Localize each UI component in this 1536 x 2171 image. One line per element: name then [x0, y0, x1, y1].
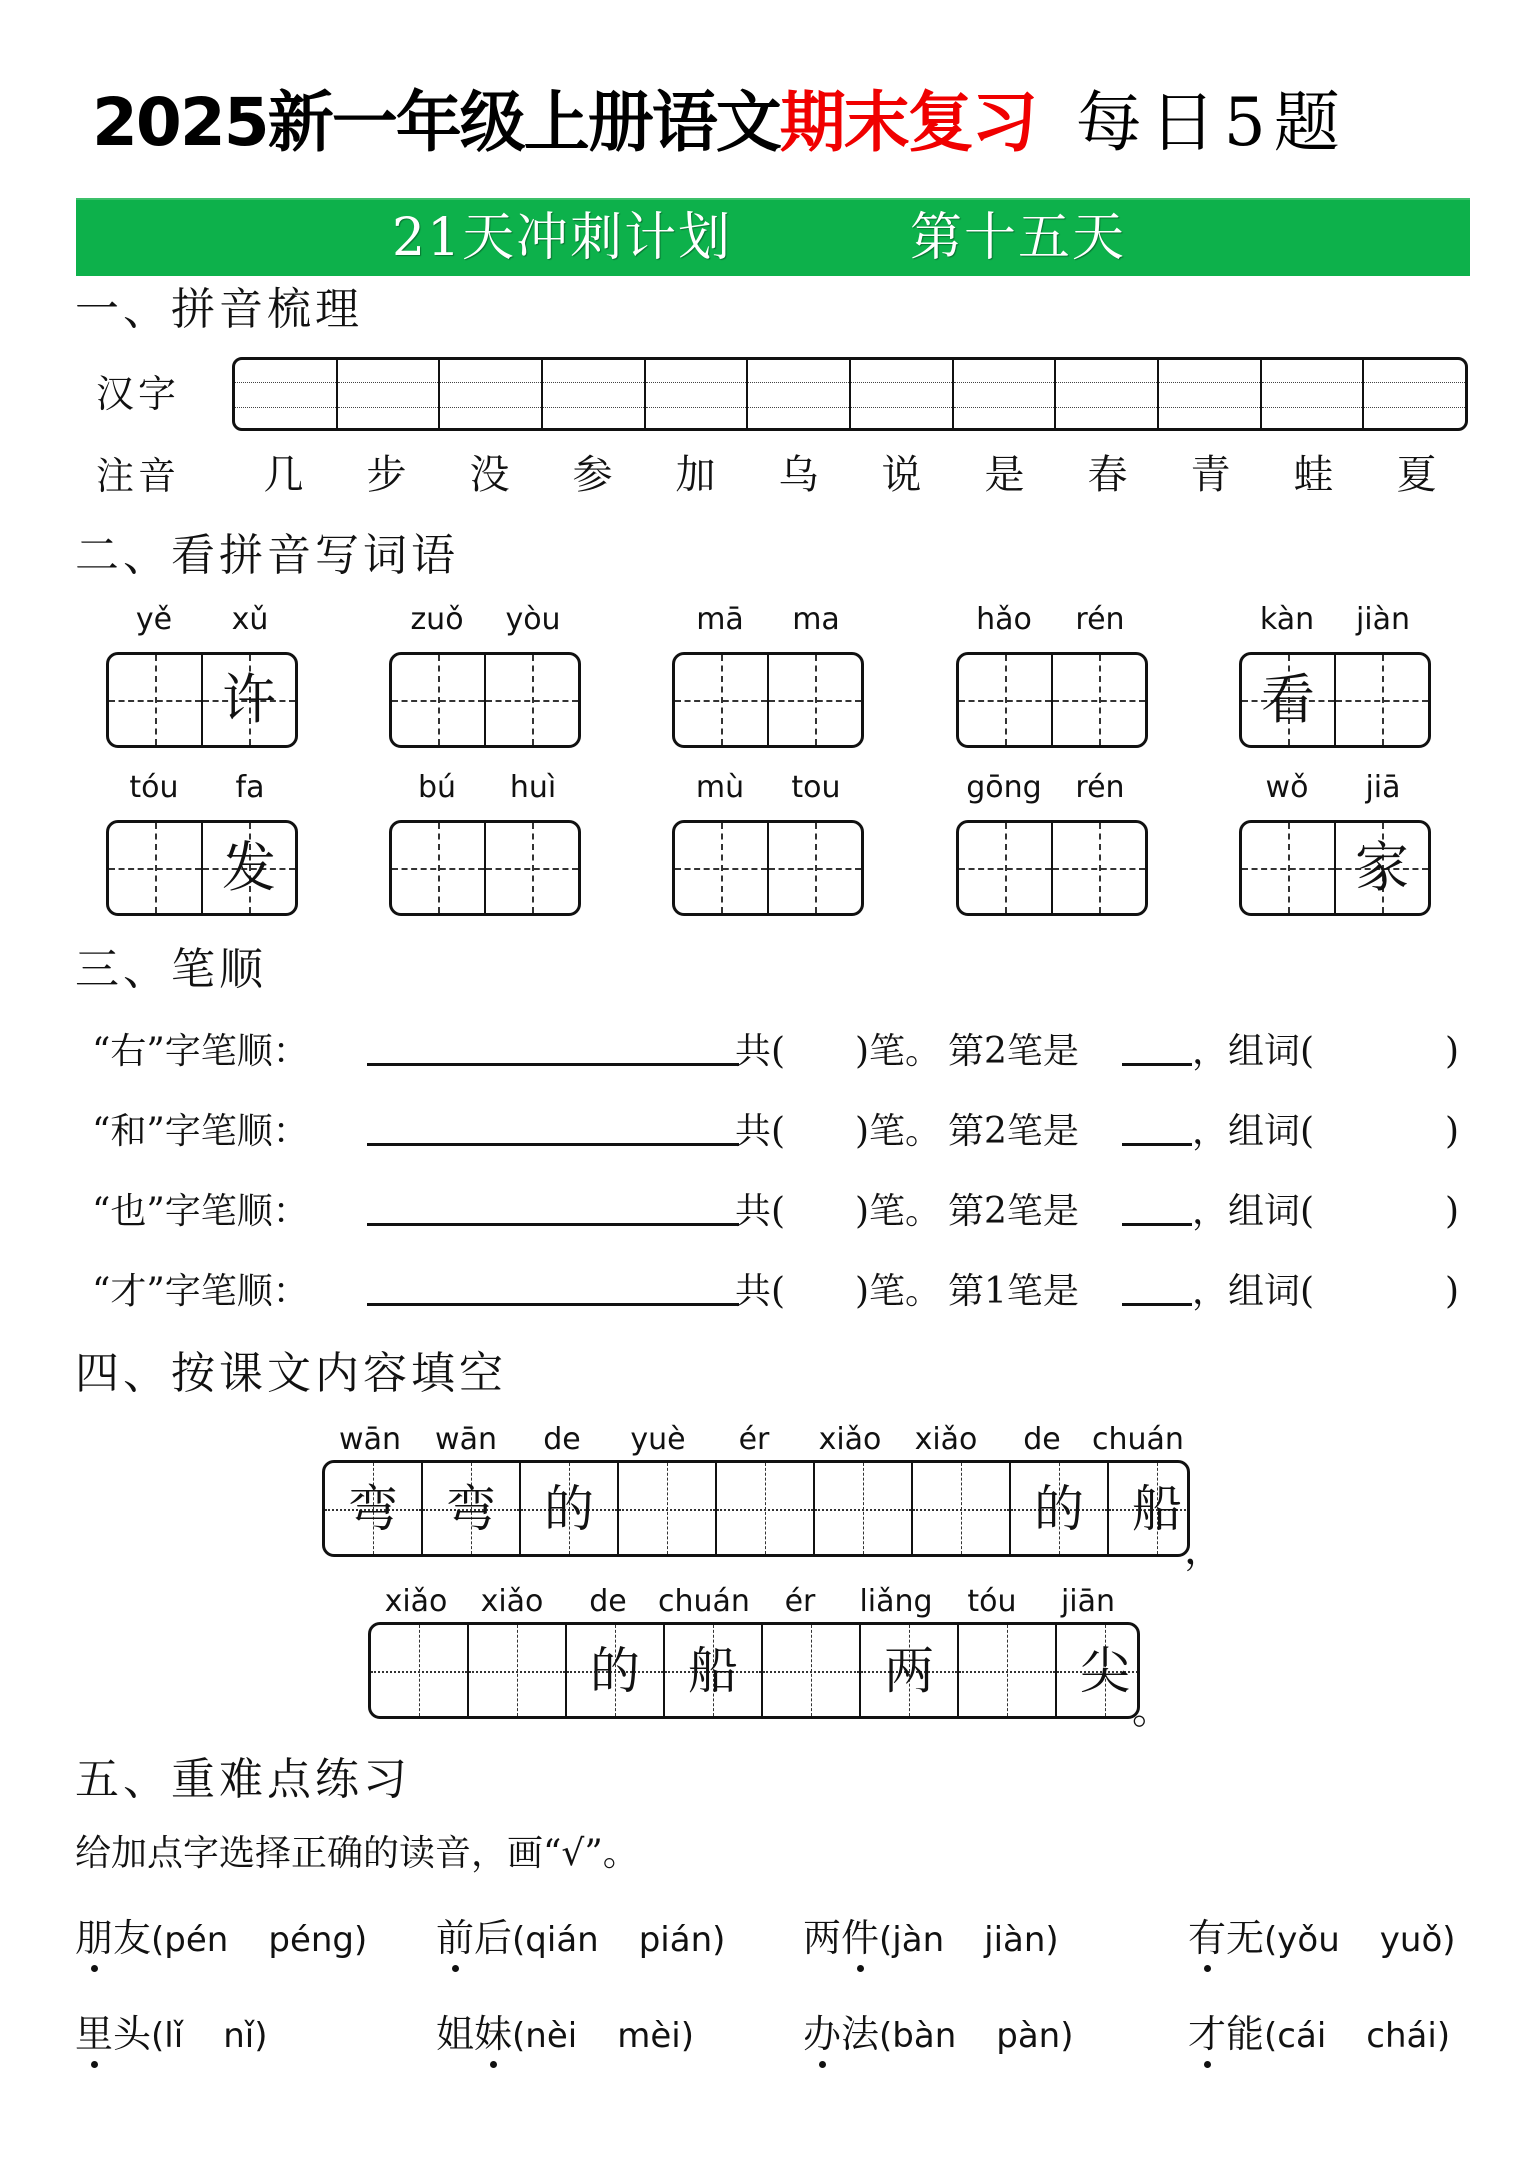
sentence-cell[interactable]	[663, 1625, 761, 1716]
plan-banner	[76, 198, 1470, 276]
compose-word-close: )	[1445, 1111, 1460, 1152]
pinyin-option[interactable]: yǒu	[1277, 1920, 1340, 1960]
sentence-cell[interactable]	[617, 1463, 715, 1554]
given-character: 许	[222, 668, 276, 731]
nth-stroke-label: 第2笔是	[948, 1111, 1079, 1152]
stroke-count-input[interactable]	[782, 1104, 852, 1154]
character: 头	[113, 2012, 152, 2056]
stroke-count-label: 共(	[735, 1031, 786, 1072]
stroke-count-input[interactable]	[782, 1184, 852, 1234]
pinyin-answer-cell[interactable]	[1364, 360, 1465, 428]
pinyin-syllable: wān	[339, 1422, 401, 1457]
pinyin-syllable: xiǎo	[480, 1584, 544, 1619]
pinyin-option[interactable]: cái	[1277, 2016, 1327, 2056]
stroke-count-close: )笔。	[855, 1271, 942, 1312]
character-writing-cell[interactable]	[1334, 655, 1428, 745]
pinyin-syllable: chuán	[1092, 1422, 1184, 1457]
given-character: 尖	[1080, 1642, 1130, 1700]
pronunciation-item: 办法(bàn pàn)	[803, 2008, 1074, 2062]
pinyin-syllable: wān	[435, 1422, 497, 1457]
given-character: 是	[984, 452, 1025, 498]
dotted-character: 妹	[474, 2008, 512, 2060]
given-character: 春	[1087, 452, 1128, 498]
given-character	[392, 823, 484, 913]
nth-stroke-label: 第2笔是	[948, 1031, 1079, 1072]
dotted-character: 有	[1188, 1912, 1226, 1964]
character: 后	[474, 1916, 513, 1960]
pinyin-syllable: tóu	[129, 770, 179, 805]
pinyin-option[interactable]: yuǒ	[1379, 1920, 1443, 1960]
pronunciation-item: 前后(qián pián)	[436, 1912, 725, 1966]
pinyin-syllable: mù	[695, 770, 745, 805]
tian-zi-grid	[956, 652, 1148, 748]
given-character	[1242, 823, 1334, 913]
character-writing-cell[interactable]	[767, 823, 861, 913]
pinyin-answer-cell[interactable]	[338, 360, 441, 428]
sentence1-grid	[322, 1460, 1190, 1557]
word-item	[672, 768, 864, 808]
pinyin-syllable: xiǎo	[914, 1422, 978, 1457]
stroke-count-close: )笔。	[855, 1031, 942, 1072]
given-character	[486, 655, 578, 745]
pinyin-syllable: jiān	[1060, 1584, 1116, 1619]
stroke-order-row	[92, 1104, 1492, 1160]
sentence-cell[interactable]	[957, 1625, 1055, 1716]
stroke-count-label: 共(	[735, 1271, 786, 1312]
pronunciation-item: 有无(yǒu yuǒ)	[1188, 1912, 1456, 1966]
character-writing-cell[interactable]	[959, 655, 1051, 745]
pronunciation-item: 里头(lǐ nǐ)	[75, 2008, 267, 2062]
character-writing-cell[interactable]	[1051, 655, 1145, 745]
word	[75, 1912, 151, 1964]
sentence-cell[interactable]	[859, 1625, 957, 1716]
sentence-cell[interactable]	[1107, 1463, 1190, 1554]
given-character	[469, 1625, 565, 1716]
given-character	[959, 1625, 1055, 1716]
given-character: 的	[1034, 1480, 1084, 1538]
pinyin-option[interactable]: mèi	[617, 2016, 681, 2056]
given-character: 弯	[446, 1480, 496, 1538]
banner-day: 第十五天	[910, 208, 1127, 268]
section1-heading: 一、拼音梳理	[75, 284, 363, 335]
pinyin-syllable: xǔ	[231, 602, 269, 637]
word	[803, 1912, 879, 1964]
word-pinyin	[672, 600, 864, 640]
pinyin-syllable: de	[543, 1422, 581, 1457]
zhuyin-row-label: 注音	[96, 454, 181, 498]
nth-stroke-blank[interactable]	[1122, 1143, 1192, 1146]
pinyin-syllable: rén	[1075, 770, 1125, 805]
sentence-cell[interactable]	[519, 1463, 617, 1554]
compose-word-close: )	[1445, 1031, 1460, 1072]
given-character: 青	[1190, 452, 1231, 498]
character-writing-cell[interactable]	[392, 823, 484, 913]
pinyin-syllable: rén	[1075, 602, 1125, 637]
given-character	[769, 823, 861, 913]
word-item	[389, 600, 581, 640]
word	[75, 2008, 151, 2060]
given-character: 几	[263, 452, 304, 498]
word-item	[956, 768, 1148, 808]
pinyin-syllable: de	[589, 1584, 627, 1619]
sentence-cell[interactable]	[1009, 1463, 1107, 1554]
character-writing-cell[interactable]	[484, 655, 578, 745]
word-pinyin	[1239, 768, 1431, 808]
character: 姐	[436, 2012, 475, 2056]
word-item	[672, 600, 864, 640]
word-item	[1239, 600, 1431, 731]
character-writing-cell[interactable]	[392, 655, 484, 745]
banner-plan: 21天冲刺计划	[392, 208, 733, 268]
given-character: 夏	[1396, 452, 1437, 498]
given-character	[815, 1463, 911, 1554]
section2-heading: 二、看拼音写词语	[75, 530, 459, 581]
pinyin-syllable: fa	[235, 770, 265, 805]
word-pinyin	[389, 600, 581, 640]
pinyin-syllable: xiǎo	[384, 1584, 448, 1619]
pinyin-answer-cell[interactable]	[1262, 360, 1365, 428]
pinyin-syllable: ér	[784, 1584, 816, 1619]
character-writing-cell[interactable]	[1334, 823, 1428, 913]
given-character: 的	[590, 1642, 640, 1700]
pinyin-syllable: yě	[135, 602, 173, 637]
pronunciation-item: 才能(cái chái)	[1188, 2008, 1450, 2062]
pinyin-syllable: ma	[792, 602, 840, 637]
title-highlight: 期末复习	[779, 84, 1036, 161]
stroke-count-input[interactable]	[782, 1024, 852, 1074]
stroke-order-blank[interactable]	[367, 1143, 739, 1146]
given-character: 船	[1132, 1480, 1182, 1538]
stroke-order-blank[interactable]	[367, 1223, 739, 1226]
word-item	[956, 600, 1148, 640]
dotted-character: 前	[436, 1912, 474, 1964]
given-character	[619, 1463, 715, 1554]
given-character	[109, 823, 201, 913]
character-writing-cell[interactable]	[201, 823, 295, 913]
tian-zi-grid	[672, 652, 864, 748]
pinyin-answer-cell[interactable]	[1159, 360, 1262, 428]
stroke-count-label: 共(	[735, 1111, 786, 1152]
stroke-count-label: 共(	[735, 1191, 786, 1232]
given-character	[109, 655, 201, 745]
given-character	[675, 823, 767, 913]
pronunciation-item: 朋友(pén péng)	[75, 1912, 367, 1966]
pinyin-syllable: huì	[509, 770, 557, 805]
pinyin-answer-cell[interactable]	[954, 360, 1057, 428]
given-character	[1053, 823, 1145, 913]
pinyin-syllable: liǎng	[859, 1584, 933, 1619]
word-pinyin	[672, 768, 864, 808]
given-character	[913, 1463, 1009, 1554]
character-writing-cell[interactable]	[959, 823, 1051, 913]
sentence1-punctuation: ，	[1184, 1527, 1224, 1573]
pinyin-syllable: jiàn	[1355, 602, 1411, 637]
stroke-order-row	[92, 1024, 1492, 1080]
compose-word-label: ，组词(	[1192, 1111, 1315, 1152]
pinyin-syllable: de	[1023, 1422, 1061, 1457]
stroke-char-label: “也”字笔顺：	[92, 1191, 309, 1232]
stroke-order-blank[interactable]	[367, 1063, 739, 1066]
word-item	[1239, 768, 1431, 899]
pinyin-syllable: zuǒ	[410, 602, 464, 637]
pinyin-option[interactable]: péng	[268, 1920, 354, 1960]
pinyin-option[interactable]: pàn	[996, 2016, 1061, 2056]
given-character	[371, 1625, 467, 1716]
sentence-cell[interactable]	[813, 1463, 911, 1554]
sentence-cell[interactable]	[325, 1463, 421, 1554]
given-character	[717, 1463, 813, 1554]
nth-stroke-blank[interactable]	[1122, 1223, 1192, 1226]
given-character: 家	[1355, 836, 1409, 899]
given-character	[1336, 655, 1428, 745]
pinyin-option[interactable]: lǐ	[164, 2016, 184, 2056]
word	[1188, 1912, 1264, 1964]
word	[436, 1912, 512, 1964]
sentence-cell[interactable]	[421, 1463, 519, 1554]
dotted-character: 朋	[75, 1912, 113, 1964]
given-character: 说	[881, 452, 922, 498]
character: 两	[803, 1916, 842, 1960]
pinyin-syllable: yuè	[630, 1422, 686, 1457]
dotted-character: 才	[1188, 2008, 1226, 2060]
tian-zi-grid	[1239, 652, 1431, 748]
pinyin-answer-cell[interactable]	[1056, 360, 1159, 428]
word-pinyin	[106, 768, 298, 808]
character-writing-cell[interactable]	[201, 655, 295, 745]
sentence-cell[interactable]	[371, 1625, 467, 1716]
pinyin-option[interactable]: pián	[638, 1920, 713, 1960]
pinyin-syllable: tóu	[967, 1584, 1017, 1619]
pinyin-syllable: kàn	[1259, 602, 1315, 637]
word	[803, 2008, 879, 2060]
word-pinyin	[1239, 600, 1431, 640]
word-pinyin	[389, 768, 581, 808]
pinyin-writing-table	[232, 357, 1468, 431]
stroke-order-blank[interactable]	[367, 1303, 739, 1306]
tian-zi-grid	[389, 652, 581, 748]
given-character	[959, 823, 1051, 913]
given-character: 参	[572, 452, 613, 498]
pinyin-option[interactable]: qián	[525, 1920, 599, 1960]
worksheet-title	[92, 78, 1348, 168]
tian-zi-grid	[672, 820, 864, 916]
section5-heading: 五、重难点练习	[75, 1754, 411, 1805]
sentence2-pinyin	[368, 1582, 1136, 1622]
character-writing-cell[interactable]	[484, 823, 578, 913]
pinyin-syllable: yòu	[505, 602, 561, 637]
pinyin-answer-cell[interactable]	[543, 360, 646, 428]
pinyin-option[interactable]: jàn	[892, 1920, 945, 1960]
instruction-text: 给加点字选择正确的读音，画“√”。	[75, 1833, 639, 1874]
sentence-cell[interactable]	[911, 1463, 1009, 1554]
word	[1188, 2008, 1264, 2060]
given-character: 发	[222, 836, 276, 899]
tian-zi-grid	[1239, 820, 1431, 916]
pinyin-answer-cell[interactable]	[851, 360, 954, 428]
sentence-cell[interactable]	[761, 1625, 859, 1716]
character-writing-cell[interactable]	[767, 655, 861, 745]
title-main: 2025新一年级上册语文	[92, 84, 780, 161]
given-character	[769, 655, 861, 745]
nth-stroke-blank[interactable]	[1122, 1303, 1192, 1306]
character-writing-cell[interactable]	[1051, 823, 1145, 913]
pronunciation-item: 两件(jàn jiàn)	[803, 1912, 1059, 1966]
compose-word-close: )	[1445, 1271, 1460, 1312]
pinyin-answer-cell[interactable]	[235, 360, 338, 428]
stroke-count-close: )笔。	[855, 1111, 942, 1152]
stroke-char-label: “和”字笔顺：	[92, 1111, 309, 1152]
pinyin-answer-cell[interactable]	[440, 360, 543, 428]
given-character	[486, 823, 578, 913]
compose-word-input[interactable]	[1322, 1264, 1442, 1314]
pinyin-answer-cell[interactable]	[748, 360, 851, 428]
tian-zi-grid	[106, 820, 298, 916]
word-pinyin	[956, 768, 1148, 808]
given-character	[959, 655, 1051, 745]
stroke-order-row	[92, 1264, 1492, 1320]
pinyin-option[interactable]: pén	[164, 1920, 229, 1960]
title-suffix: 每日5题	[1075, 84, 1348, 161]
pinyin-syllable: gōng	[966, 770, 1042, 805]
sentence-cell[interactable]	[1055, 1625, 1140, 1716]
pinyin-syllable: chuán	[658, 1584, 750, 1619]
word-pinyin	[956, 600, 1148, 640]
stroke-char-label: “才”字笔顺：	[92, 1271, 309, 1312]
compose-word-input[interactable]	[1322, 1104, 1442, 1154]
compose-word-input[interactable]	[1322, 1024, 1442, 1074]
character-writing-cell[interactable]	[109, 655, 201, 745]
sentence-cell[interactable]	[565, 1625, 663, 1716]
word-item	[106, 600, 298, 731]
sentence2-grid	[368, 1622, 1140, 1719]
stroke-count-input[interactable]	[782, 1264, 852, 1314]
given-character: 步	[366, 452, 407, 498]
pinyin-syllable: wǒ	[1265, 770, 1309, 805]
pinyin-option[interactable]: bàn	[892, 2016, 957, 2056]
stroke-char-label: “右”字笔顺：	[92, 1031, 309, 1072]
dotted-character: 件	[841, 1912, 879, 1964]
given-character	[763, 1625, 859, 1716]
stroke-count-close: )笔。	[855, 1191, 942, 1232]
pinyin-syllable: mā	[696, 602, 744, 637]
pinyin-syllable: bú	[417, 770, 457, 805]
given-characters-row	[232, 448, 1468, 502]
pinyin-syllable: jiā	[1365, 770, 1401, 805]
character-writing-cell[interactable]	[109, 823, 201, 913]
compose-word-label: ，组词(	[1192, 1191, 1315, 1232]
given-character	[1053, 655, 1145, 745]
character: 法	[841, 2012, 880, 2056]
word-pinyin	[106, 600, 298, 640]
pinyin-option[interactable]: chái	[1366, 2016, 1437, 2056]
section4-heading: 四、按课文内容填空	[75, 1348, 507, 1399]
given-character: 弯	[348, 1480, 398, 1538]
pinyin-option[interactable]: jiàn	[984, 1920, 1046, 1960]
character-writing-cell[interactable]	[1242, 823, 1334, 913]
given-character	[392, 655, 484, 745]
pronunciation-item: 姐妹(nèi mèi)	[436, 2008, 694, 2062]
character-writing-cell[interactable]	[1242, 655, 1334, 745]
pinyin-syllable: tou	[791, 770, 841, 805]
nth-stroke-label: 第1笔是	[948, 1271, 1079, 1312]
pinyin-syllable: ér	[738, 1422, 770, 1457]
tian-zi-grid	[956, 820, 1148, 916]
sentence2-punctuation: 。	[1132, 1687, 1172, 1733]
given-character: 的	[544, 1480, 594, 1538]
tian-zi-grid	[389, 820, 581, 916]
word	[436, 2008, 512, 2060]
sentence-cell[interactable]	[715, 1463, 813, 1554]
given-character: 加	[675, 452, 716, 498]
nth-stroke-blank[interactable]	[1122, 1063, 1192, 1066]
compose-word-label: ，组词(	[1192, 1271, 1315, 1312]
stroke-order-row	[92, 1184, 1492, 1240]
hanzi-row-label: 汉字	[96, 372, 181, 416]
character: 无	[1226, 1916, 1265, 1960]
given-character	[675, 655, 767, 745]
given-character: 没	[469, 452, 510, 498]
character-writing-cell[interactable]	[675, 655, 767, 745]
pinyin-option[interactable]: nǐ	[223, 2016, 255, 2056]
dotted-character: 里	[75, 2008, 113, 2060]
sentence1-pinyin	[322, 1420, 1186, 1460]
compose-word-close: )	[1445, 1191, 1460, 1232]
given-character: 船	[688, 1642, 738, 1700]
dotted-character: 办	[803, 2008, 841, 2060]
character: 友	[113, 1916, 152, 1960]
character-writing-cell[interactable]	[675, 823, 767, 913]
compose-word-label: ，组词(	[1192, 1031, 1315, 1072]
character: 能	[1226, 2012, 1265, 2056]
given-character: 看	[1261, 668, 1315, 731]
pinyin-option[interactable]: nèi	[525, 2016, 578, 2056]
nth-stroke-label: 第2笔是	[948, 1191, 1079, 1232]
compose-word-input[interactable]	[1322, 1184, 1442, 1234]
given-character: 两	[884, 1642, 934, 1700]
sentence-cell[interactable]	[467, 1625, 565, 1716]
given-character: 蛙	[1293, 452, 1334, 498]
pinyin-syllable: xiǎo	[818, 1422, 882, 1457]
pinyin-syllable: hǎo	[976, 602, 1032, 637]
tian-zi-grid	[106, 652, 298, 748]
word-item	[106, 768, 298, 899]
given-character: 乌	[778, 452, 819, 498]
word-item	[389, 768, 581, 808]
section3-heading: 三、笔顺	[75, 944, 267, 995]
pinyin-answer-cell[interactable]	[646, 360, 749, 428]
